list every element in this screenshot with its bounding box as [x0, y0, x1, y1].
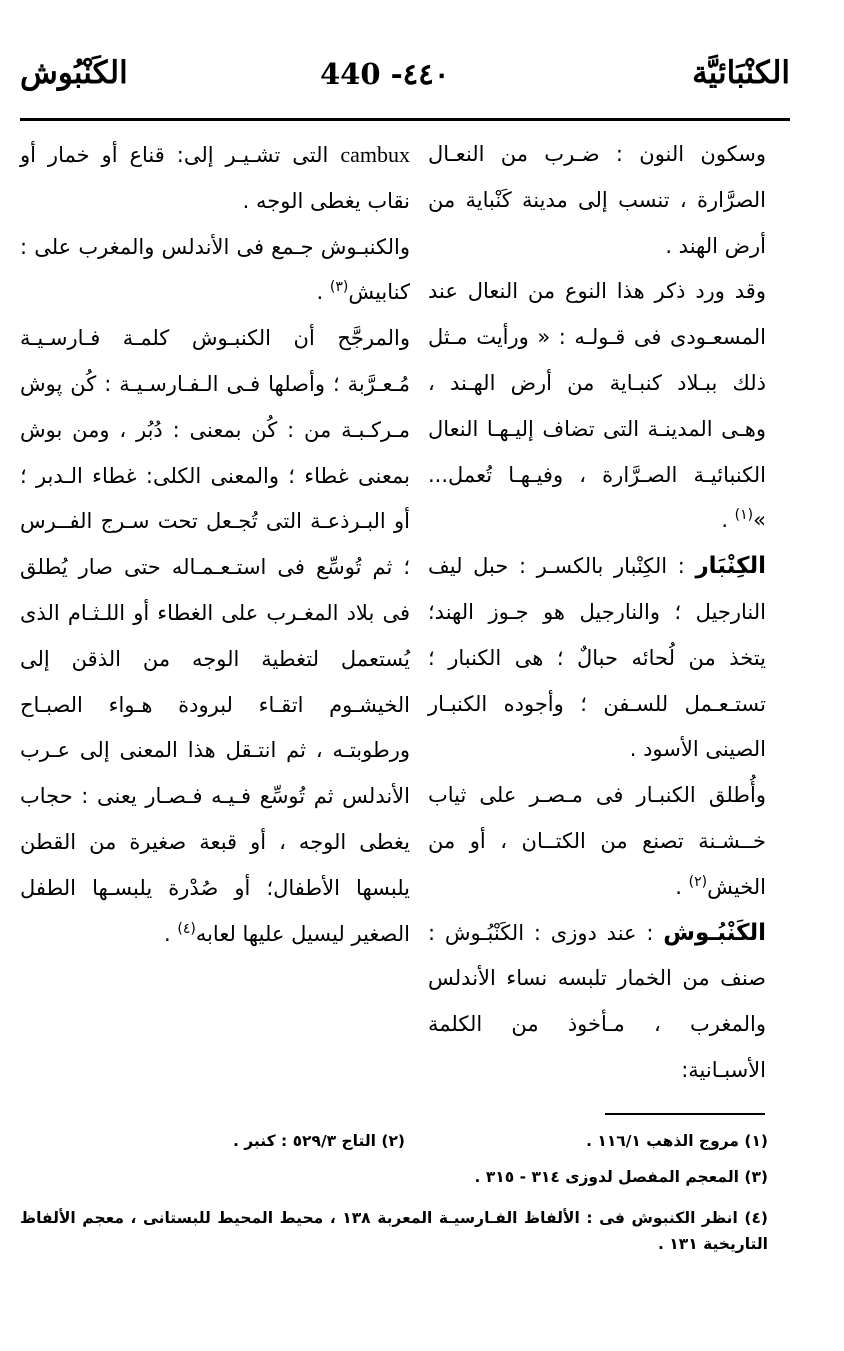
paragraph-end: . — [675, 874, 689, 899]
footnote-3: (٣) المعجم المفصل لدوزى ٣١٤ - ٣١٥ . — [474, 1168, 768, 1186]
entry-term: الكِنْبَار — [695, 553, 766, 580]
footnote-ref: (١) — [734, 507, 754, 524]
footnote-ref: (٤) — [177, 920, 196, 937]
paragraph-text: التى تشـيـر إلى: قناع أو خمار أو نقاب يغطى الوجه . — [20, 143, 410, 213]
paragraph-end: . — [316, 280, 330, 305]
footnote-4: (٤) انظر الكنبوش فى : الألفاظ الفـارسيـة المعربة ١٣٨ ، محيط المحيط للبستانى ، معجم الألفاظ التاريخية ١٣١ . — [20, 1209, 768, 1253]
page-number: 440 -٤٤٠ — [320, 57, 450, 91]
paragraph — [20, 132, 410, 225]
paragraph-text: وأُطلق الكنبـار فى مـصـر على ثياب خــشـنة تصنع من الكتــان ، أو من الخيش — [428, 783, 766, 899]
footnote-ref: (٣) — [329, 279, 349, 296]
entry-text: : عند دوزى : الكَنْبُـوش : صنف من الخمار تلبسه نساء الأندلس والمغرب ، مـأخوذ من الكلمة الأسبـانية: — [428, 920, 766, 1082]
running-head-right: الكنْبَائيَّة — [692, 55, 790, 91]
entry-kanbush — [428, 911, 766, 1094]
paragraph — [20, 225, 410, 317]
paragraph-end: . — [721, 508, 735, 533]
page-header — [20, 55, 790, 115]
right-column — [428, 132, 766, 1094]
left-column — [20, 132, 410, 957]
footnote-rule — [605, 1113, 765, 1115]
running-head-left: الكَنْبُوش — [20, 55, 128, 91]
paragraph: وسكون النون : ضـرب من النعـال الصرَّارة ، تنسب إلى مدينة كَنْباية من أرض الهند . — [428, 142, 766, 258]
footnote-1: (١) مروج الذهب ١١٦/١ . — [586, 1132, 768, 1150]
entry-text: : الكِنْبار بالكسـر : حبل ليف النارجيل ؛ والنارجيل هو جـوز الهند؛ يتخذ من لُحائه حبالٌ ؛ هى الكنبار ؛ تستـعـمل للسـفن ؛ وأجوده الكنبـار الصينى الأسود . — [428, 554, 766, 762]
paragraph — [428, 269, 766, 544]
latin-word: cambux — [340, 142, 410, 167]
paragraph — [20, 316, 410, 957]
footnote-2: (٢) التاج ٥٢٩/٣ : كنبر . — [233, 1132, 405, 1150]
header-rule — [20, 118, 790, 121]
paragraph-end: . — [164, 921, 178, 946]
paragraph-text: والكنبـوش جـمع فى الأندلس والمغرب على : كنابيش — [20, 234, 410, 305]
entry-term: الكَنْبُـوش — [663, 919, 766, 946]
footnote-ref: (٢) — [688, 873, 708, 890]
paragraph-text: والمرجَّح أن الكنبـوش كلمـة فـارسـيـة مُـعـرَّبة ؛ وأصلها فـى الـفـارسـيـة : كُن پوش مـركـبـة من : كُن بمعنى : دُبُر ، ومن بوش بمعنى غطاء ؛ والمعنى الكلى: غطاء الـدبر ؛ أو البـرذعـة التى تُجـعل تحت سـرج الفــرس ؛ ثم تُوسِّع فى استـعـمـاله حتى صار يُطلق فى بلاد المغـرب على الغطاء أو اللـثـام الذى يُستعمل لتغطية الوجه من الذقن إلى الخيشـوم اتقـاء لبرودة هـواء الصبـاح ورطوبتـه ، ثم انتـقل هذا المعنى إلى عـرب الأندلس ثم تُوسِّع فـيـه فـصـار يعنى : حجاب يغطى الوجه ، أو قبعة صغيرة من القطن يلبسها الأطفال؛ أو صُدْرة يلبسـها الطفل الصغير ليسيل عليها لعابه — [20, 326, 410, 946]
entry-kinbar — [428, 544, 766, 773]
paragraph — [428, 773, 766, 910]
paragraph-text: وقد ورد ذكر هذا النوع من النعال عند المسعـودى فى قـولـه : « ورأيت مـثل ذلك ببـلاد كنبـاية من أرض الهـند ، وهـى المدينـة التى تضاف إليـهـا النعال الكنبائيـة الصـرَّارة ، وفيـهـا تُعمل... » — [428, 279, 766, 533]
